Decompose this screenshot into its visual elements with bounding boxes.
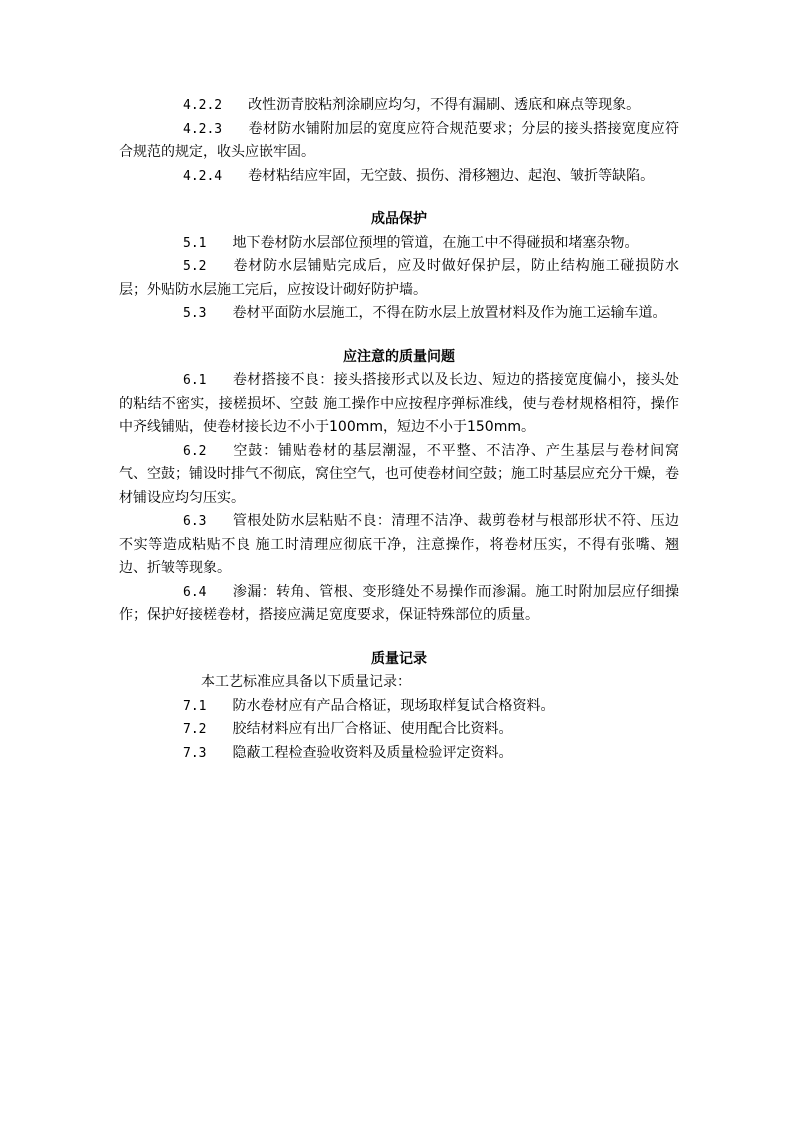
clause-5-2 bbox=[119, 255, 679, 302]
clause-text: 卷材搭接不良：接头搭接形式以及长边、短边的搭接宽度偏小，接头处的粘结不密实，接槎损坏、空鼓 施工操作中应按程序弹标准线，使与卷材规格相符，操作中齐线铺贴，使卷材接长边不小于100mm，短边不小于150mm。 bbox=[119, 372, 679, 435]
record-7-3 bbox=[119, 742, 679, 766]
clause-6-1 bbox=[119, 369, 679, 440]
clause-number: 4.2.4 bbox=[183, 168, 223, 184]
clause-number: 4.2.2 bbox=[183, 98, 223, 113]
section-title-quality-records: 质量记录 bbox=[371, 650, 427, 667]
section-title-quality-issues: 应注意的质量问题 bbox=[343, 348, 455, 365]
clause-number: 6.4 bbox=[183, 584, 207, 600]
clause-text: 空鼓：铺贴卷材的基层潮湿，不平整、不洁净、产生基层与卷材间窝气、空鼓；铺设时排气不彻底，窝住空气，也可使卷材间空鼓；施工时基层应充分干燥，卷材铺设应均匀压实。 bbox=[119, 442, 679, 506]
clause-number: 6.3 bbox=[183, 514, 207, 529]
clause-number: 4.2.3 bbox=[183, 121, 223, 137]
clause-text: 渗漏：转角、管根、变形缝处不易操作而渗漏。施工时附加层应仔细操作；保护好接槎卷材，搭接应满足宽度要求，保证特殊部位的质量。 bbox=[119, 583, 679, 623]
clause-4-2-3 bbox=[119, 118, 679, 165]
record-7-2 bbox=[119, 718, 679, 742]
clause-text: 地下卷材防水层部位预埋的管道，在施工中不得碰损和堵塞杂物。 bbox=[232, 234, 639, 251]
clause-5-1 bbox=[119, 232, 679, 256]
clause-text: 卷材防水层铺贴完成后，应及时做好保护层，防止结构施工碰损防水层；外贴防水层施工完后，应按设计砌好防护墙。 bbox=[119, 258, 679, 298]
document-page bbox=[119, 94, 679, 765]
clause-6-3 bbox=[119, 510, 679, 581]
record-number: 7.3 bbox=[183, 745, 207, 761]
clause-number: 5.1 bbox=[183, 235, 207, 251]
clause-4-2-4 bbox=[119, 165, 679, 189]
clause-text: 卷材粘结应牢固，无空鼓、损伤、滑移翘边、起泡、皱折等缺陷。 bbox=[248, 167, 655, 184]
clause-text: 管根处防水层粘贴不良：清理不洁净、裁剪卷材与根部形状不符、压边不实等造成粘贴不良 施工时清理应彻底干净，注意操作，将卷材压实，不得有张嘴、翘边、折皱等现象。 bbox=[119, 513, 679, 576]
record-7-1 bbox=[119, 695, 679, 719]
record-number: 7.2 bbox=[183, 722, 207, 737]
clause-number: 6.2 bbox=[183, 443, 207, 459]
record-number: 7.1 bbox=[183, 698, 207, 714]
clause-4-2-2 bbox=[119, 94, 679, 118]
clause-5-3 bbox=[119, 302, 679, 326]
clause-6-4 bbox=[119, 581, 679, 628]
section-title-product-protection: 成品保护 bbox=[371, 211, 427, 227]
record-text: 胶结材料应有出厂合格证、使用配合比资料。 bbox=[232, 721, 513, 737]
record-text: 防水卷材应有产品合格证，现场取样复试合格资料。 bbox=[232, 697, 555, 714]
clause-number: 6.1 bbox=[183, 373, 207, 388]
clause-text: 卷材防水铺附加层的宽度应符合规范要求；分层的接头搭接宽度应符合规范的规定，收头应嵌牢固。 bbox=[119, 120, 679, 160]
clause-text: 改性沥青胶粘剂涂刷应均匀，不得有漏刷、透底和麻点等现象。 bbox=[248, 97, 641, 113]
records-intro: 本工艺标准应具备以下质量记录： bbox=[201, 674, 411, 690]
clause-6-2 bbox=[119, 440, 679, 511]
clause-number: 5.2 bbox=[183, 259, 207, 274]
clause-number: 5.3 bbox=[183, 306, 207, 321]
record-text: 隐蔽工程检查验收资料及质量检验评定资料。 bbox=[232, 744, 513, 761]
clause-text: 卷材平面防水层施工，不得在防水层上放置材料及作为施工运输车道。 bbox=[232, 305, 667, 321]
